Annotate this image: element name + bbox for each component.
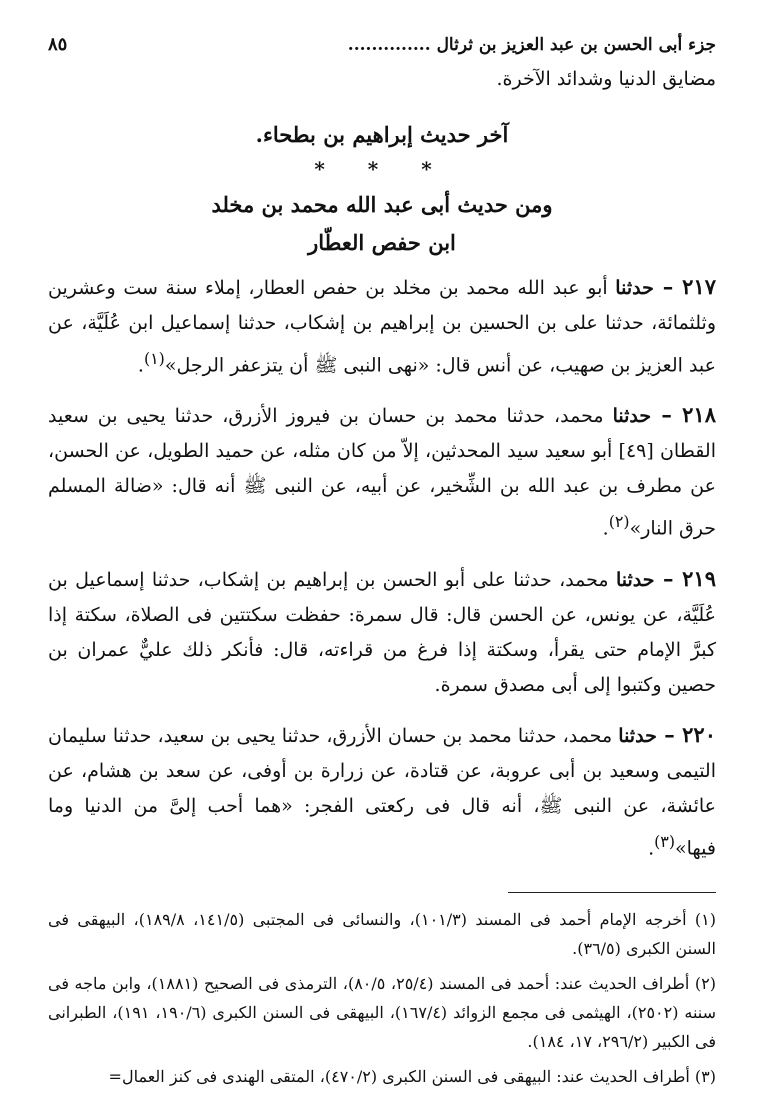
hadith-dash: – [656,721,683,747]
hadith-text: محمد، حدثنا محمد بن حسان بن فيروز الأزرق، حدثنا يحيى بن سعيد القطان [٤٩] أبو سعيد سيد المحدثين، إلاّ من كان مثله، عن حميد الطويل، عن الحسن، عن مطرف بن عبد الله بن الشِّخير، عن أبيه، عن النبى ﷺ أنه قال: «ضالة المسلم حرق النار» [48,405,716,540]
footnote-divider [508,892,716,893]
hadith-dash: – [654,565,683,591]
footnote-2 [48,969,716,1056]
hadith-lead: حدثنا [618,724,657,747]
header-leader: .............. [347,35,431,55]
hadith-number: ٢١٧ [682,274,716,299]
footnote-label: (٢) [694,973,717,993]
footnote-ref[interactable]: (٢) [608,512,630,532]
hadith-number: ٢٢٠ [682,721,716,747]
page-number: ٨٥ [48,34,68,55]
hadith-end: . [648,836,655,859]
footnote-text: أطراف الحديث عند: البيهقى فى السنن الكبرى (٤٧٠/٢)، المتقى الهندى فى كنز العمال= [108,1066,695,1086]
hadith-end: . [602,517,609,540]
running-title [348,32,716,58]
running-header [48,32,716,58]
hadith-218 [48,397,716,546]
hadith-end: . [137,354,144,377]
hadith-lead: حدثنا [615,568,655,591]
hadith-number: ٢١٩ [682,565,716,591]
hadith-dash: – [653,274,683,299]
hadith-text: محمد، حدثنا على أبو الحسن بن إبراهيم بن إشكاب، حدثنا إسماعيل بن عُلَيَّة، عن يونس، عن الحسن قال: قال سمرة: حفظت سكتتين فى الصلاة، سكتة إذا كبرَّ الإمام حتى يقرأ، وسكتة إذا فرغ من قراءته، قال: فأنكر ذلك عليٌّ عمران بن حصين وكتبوا إلى أبى مصدق سمرة. [48,568,716,696]
hadith-219 [48,561,716,703]
section-title-line1: ومن حديث أبى عبد الله محمد بن مخلد [211,192,553,217]
footnote-ref[interactable]: (١) [143,349,165,368]
footnote-label: (١) [694,909,717,929]
section-title-line2: ابن حفص العطّار [308,230,456,255]
footnotes [48,905,716,1091]
footnote-1 [48,905,716,963]
hadith-number: ٢١٨ [682,402,716,428]
section-separator: * * * [314,157,450,181]
hadith-217 [48,269,716,383]
section-end-title: آخر حديث إبراهيم بن بطحاء. [255,122,509,147]
hadith-lead: حدثنا [612,405,652,428]
document-page [48,32,716,1097]
footnote-3 [48,1062,716,1091]
hadith-dash: – [651,402,683,428]
hadith-lead: حدثنا [615,277,654,299]
footnote-ref[interactable]: (٣) [654,831,675,851]
footnote-text: أطراف الحديث عند: أحمد فى المسند (٢٥/٤، ٨٠/٥)، الترمذى فى الصحيح (١٨٨١)، وابن ماجه فى سننه (٢٥٠٢)، الهيثمى فى مجمع الزوائد (١٦٧/٤)، البيهقى فى السنن الكبرى (١٩٠/٦، ١٩١)، الطبرانى فى الكبير (٢٩٦/٢، ١٧، ١٨٤). [48,973,717,1051]
footnote-text: أخرجه الإمام أحمد فى المسند (١٠١/٣)، والنسائى فى المجتبى (١٤١/٥، ١٨٩/٨)، البيهقى فى السنن الكبرى (٣٦/٥). [48,909,716,958]
footnote-label: (٣) [694,1066,716,1086]
hadith-text: محمد، حدثنا محمد بن حسان الأزرق، حدثنا يحيى بن سعيد، حدثنا سليمان التيمى وسعيد بن أبى عروبة، عن قتادة، عن زرارة بن أوفى، عن سعد بن هشام، عن عائشة، عن النبى ﷺ، أنه قال فى ركعتى الفجر: «هما أحب إلىَّ من الدنيا وما فيها» [48,724,716,859]
hadith-list [48,269,716,866]
header-title: جزء أبى الحسن بن عبد العزيز بن ثرثال [436,35,716,55]
continuation-text: مضايق الدنيا وشدائد الآخرة. [496,68,716,90]
hadith-text: أبو عبد الله محمد بن مخلد بن حفص العطار، إملاء سنة ست وعشرين وثلثمائة، حدثنا على بن الحسين بن إبراهيم بن إشكاب، حدثنا إسماعيل ابن عُلَيَّة، عن عبد العزيز بن صهيب، عن أنس قال: «نهى النبى ﷺ أن يتزعفر الرجل» [48,277,716,377]
hadith-220 [48,717,716,866]
